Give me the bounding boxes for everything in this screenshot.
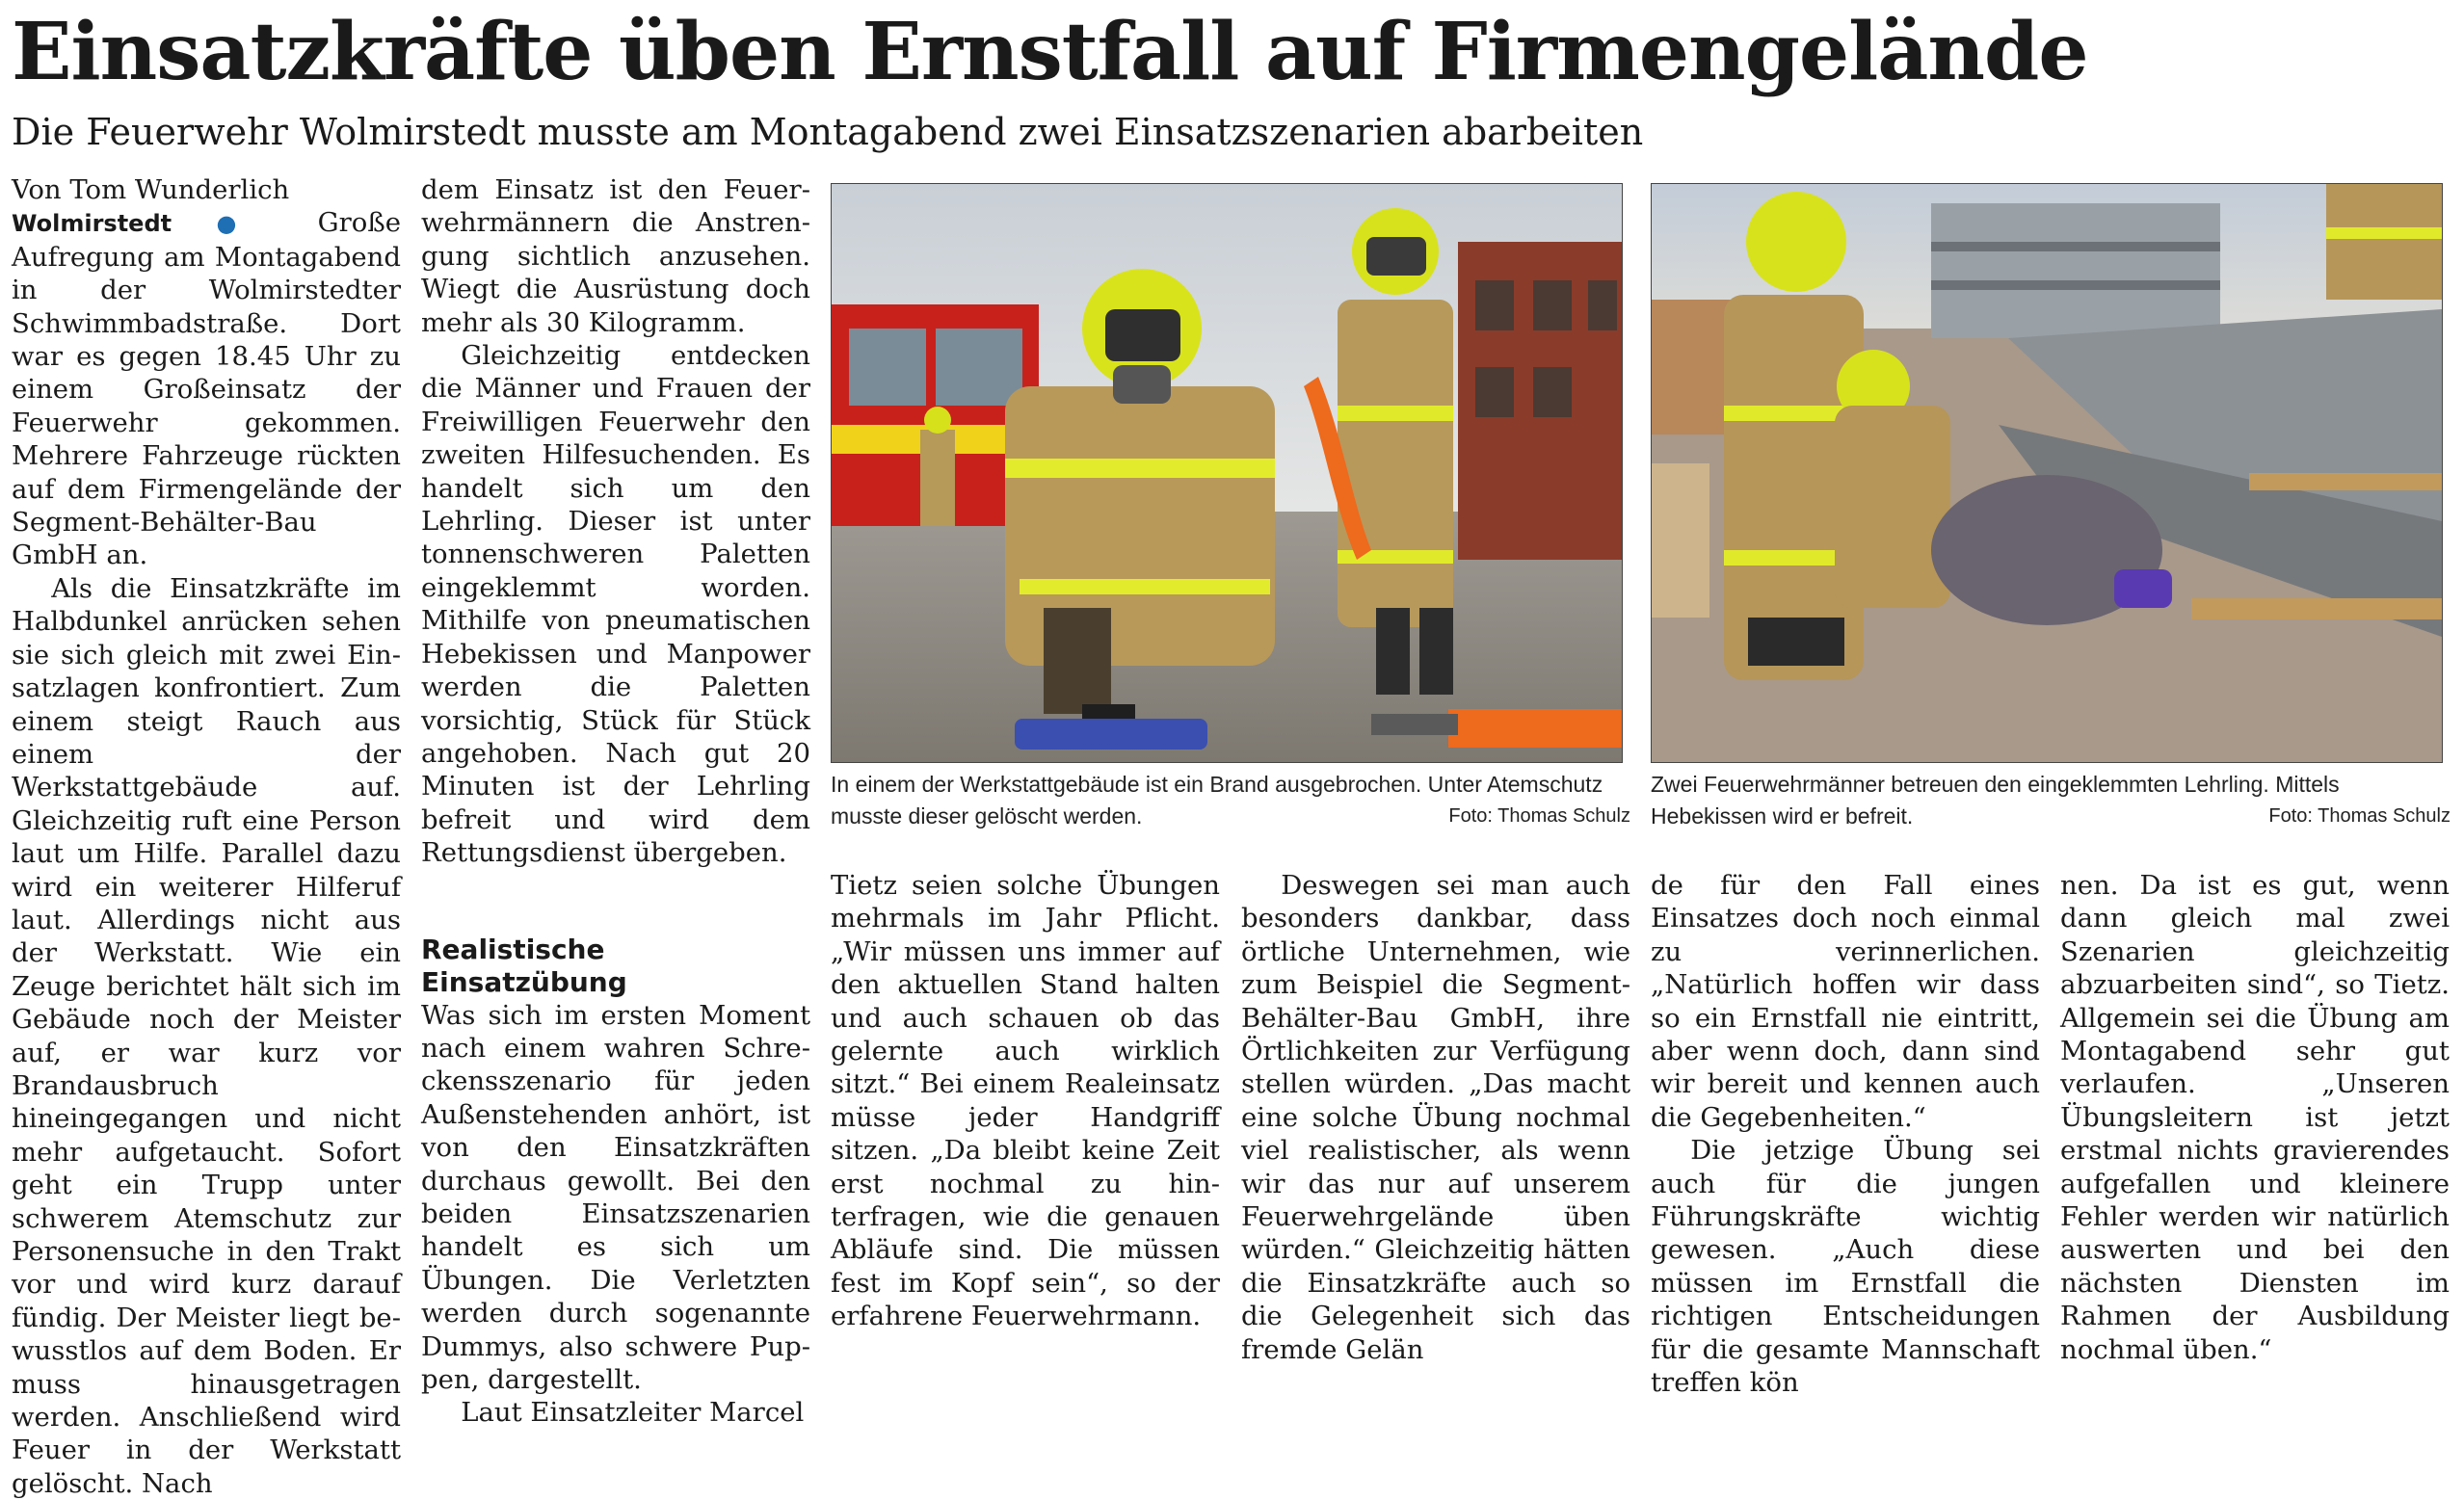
column-gap xyxy=(421,870,810,934)
photo-firefighters-atemschutz xyxy=(831,183,1623,763)
photo-trapped-apprentice xyxy=(1651,183,2443,763)
paragraph: dem Einsatz ist den Feuerwehrmännern die Anstrengung sichtlich anzusehen. Wiegt die Ausrüstung doch mehr als 30 Kilogramm. xyxy=(421,174,810,338)
photo-credit: Foto: Thomas Schulz xyxy=(2268,805,2451,827)
column-6 xyxy=(2060,869,2450,1366)
caption-text: In einem der Werkstattgebäude ist ein Brand ausgebrochen. Unter Atemschutz musste dieser gelöscht werden. xyxy=(831,772,1603,829)
column-2 xyxy=(421,173,810,1430)
headline: Einsatzkräfte üben Ernstfall auf Firmengelände xyxy=(12,6,2088,98)
dateline-bullet-icon: ● xyxy=(216,210,274,238)
photo-illustration xyxy=(1652,184,2442,762)
photo-illustration xyxy=(832,184,1622,762)
column-3 xyxy=(831,869,1220,1333)
paragraph: Als die Einsatzkräfte im Halbdunkel anrücken sehen sie sich gleich mit zwei Einsatzlagen konfrontiert. Zum einem steigt Rauch aus einem der Werkstattgebäude auf. Gleichzeitig ruft eine Person laut um Hilfe. Parallel dazu wird ein weiterer Hilferuf laut. Allerdings nicht aus der Werkstatt. Wie ein Zeuge berichtet hält sich im Gebäude noch der Meister auf, er war kurz vor Brandausbruch hineingegangen und nicht mehr aufgetaucht. Sofort geht ein Trupp unter schwerem Atemschutz zur Personensuche in den Trakt vor und wird kurz darauf fündig. Der Meister liegt bewusstlos auf dem Boden. Er muss hinausgetragen werden. Anschließend wird Feuer in der Werkstatt gelöscht. Nach xyxy=(12,572,401,1499)
column-1 xyxy=(12,173,401,1500)
paragraph: Tietz seien solche Übungen mehrmals im Jahr Pflicht. „Wir müssen uns immer auf den aktuellen Stand halten und auch schauen ob das gelernte auch wirklich sitzt.“ Bei einem Realeinsatz müsse jeder Handgriff sitzen. „Da bleibt keine Zeit erst nochmal zu hinterfragen, wie die genauen Abläufe sind. Die müssen fest im Kopf sein“, so der erfahrene Feuerwehrmann. xyxy=(831,870,1220,1332)
paragraph: Große Aufregung am Montagabend in der Wolmirstedter Schwimmbadstraße. Dort war es gegen 18.45 Uhr zu einem Großeinsatz der Feuerwehr gekommen. Mehrere Fahrzeuge rückten auf dem Firmengelände der Segment-Behälter-Bau GmbH an. xyxy=(12,207,401,571)
paragraph: Laut Einsatzleiter Marcel xyxy=(461,1397,805,1429)
photo-caption-1 xyxy=(831,769,1630,832)
dateline: Wolmirstedt xyxy=(12,210,172,238)
paragraph: Gleichzeitig entdecken die Männer und Frauen der Freiwilligen Feuerwehr den zweiten Hilfesuchenden. Es handelt sich um den Lehrling. Dieser ist unter tonnenschweren Paletten eingeklemmt worden. Mithilfe von pneumatischen Hebekissen und Manpower werden die Paletten vorsichtig, Stück für Stück angehoben. Nach gut 20 Minuten ist der Lehrling befreit und wird dem Rettungsdienst übergeben. xyxy=(421,340,810,869)
caption-text: Zwei Feuerwehrmänner betreuen den eingeklemmten Lehrling. Mittels Hebekissen wird er befreit. xyxy=(1651,772,2340,829)
column-4 xyxy=(1241,869,1630,1366)
crosshead: Realistische Einsatzübung xyxy=(421,933,627,998)
paragraph: nen. Da ist es gut, wenn dann gleich mal zwei Szenarien gleichzeitig abzuarbeiten sind“, so Tietz. Allgemein sei die Übung am Montagabend sehr gut verlaufen. „Unseren Übungsleitern ist jetzt erstmal nichts gravierendes aufgefallen und kleinere Fehler werden wir natürlich auswerten und bei den nächsten Diensten im Rahmen der Ausbildung nochmal üben.“ xyxy=(2060,870,2450,1365)
column-5 xyxy=(1651,869,2040,1400)
paragraph: Deswegen sei man auch besonders dankbar, dass örtliche Unternehmen, wie zum Beispiel die Segment-Behälter-Bau GmbH, ihre Örtlichkeiten zur Verfügung stellen würden. „Das macht eine solche Übung nochmal viel realistischer, als wenn wir das nur auf unserem Feuerwehrgelände üben würden.“ Gleichzeitig hätten die Einsatzkräfte auch so die Gelegenheit sich das fremde Gelän xyxy=(1241,870,1630,1365)
paragraph: de für den Fall eines Einsatzes doch noch einmal zu verinnerlichen. „Natürlich hoffen wir dass so ein Ernstfall nie eintritt, aber wenn doch, dann sind wir bereit und kennen auch die Gegebenheiten.“ xyxy=(1651,870,2040,1133)
subheadline: Die Feuerwehr Wolmirstedt musste am Montagabend zwei Einsatzszenarien abarbeiten xyxy=(12,111,1644,153)
photo-credit: Foto: Thomas Schulz xyxy=(1448,805,1630,827)
paragraph: Die jetzige Übung sei auch für die jungen Führungskräfte wichtig gewesen. „Auch diese müssen im Ernstfall die richtigen Entscheidungen für die gesamte Mannschaft treffen kön xyxy=(1651,1135,2040,1399)
paragraph: Was sich im ersten Moment nach einem wahren Schreckensszenario für jeden Außenstehenden anhört, ist von den Einsatzkräften durchaus gewollt. Bei den beiden Einsatzszenarien handelt es sich um Übungen. Die Verletzten werden durch sogenannte Dummys, also schwere Puppen, dargestellt. xyxy=(421,999,810,1395)
byline: Von Tom Wunderlich xyxy=(12,174,290,205)
photo-caption-2 xyxy=(1651,769,2451,832)
